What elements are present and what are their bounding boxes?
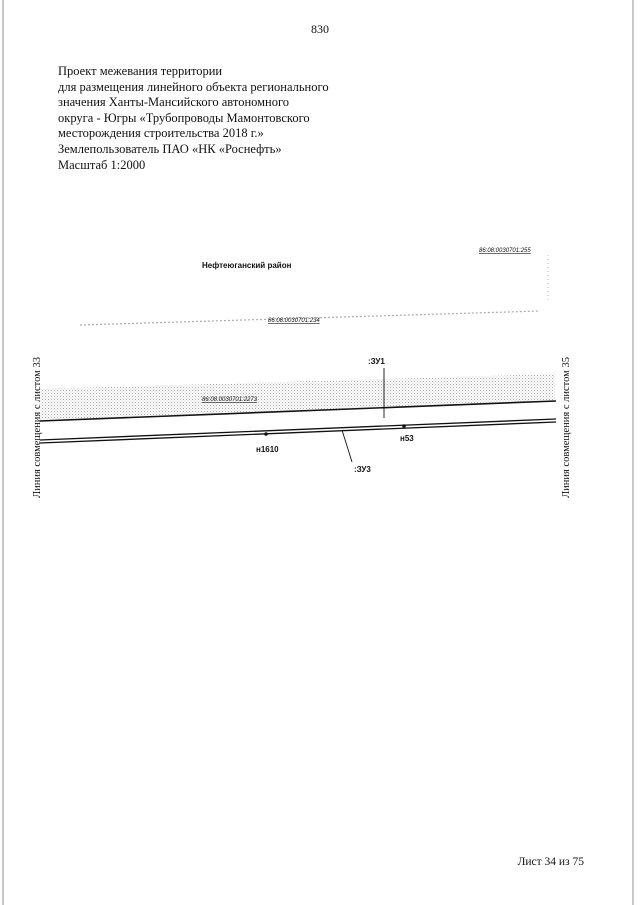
pipeline-line-1 <box>40 419 556 440</box>
scale-line: Масштаб 1:2000 <box>58 157 146 172</box>
pipeline-line-2 <box>40 422 556 443</box>
page-number: 830 <box>311 22 329 36</box>
parcel-label-255: 86:08:0030701:255 <box>479 248 531 254</box>
point-label-n53: н53 <box>400 434 414 443</box>
left-match-line-label: Линия совмещения с листом 33 <box>32 357 43 498</box>
zone-label-zu3: :ЗУ3 <box>354 465 371 474</box>
header-line: округа - Югры «Трубопроводы Мамонтовского <box>58 110 310 125</box>
header-line: значения Ханты-Мансийского автономного <box>58 95 290 110</box>
zu3-leader-line <box>342 430 352 462</box>
header-line: Землепользователь ПАО «НК «Роснефть» <box>58 141 282 156</box>
point-marker-n1610 <box>264 432 268 436</box>
point-label-n1610: н1610 <box>256 445 279 454</box>
parcel-hatch-area <box>40 374 555 420</box>
parcel-label-234: 86:08:0030701:234 <box>268 318 320 324</box>
parcel-label-2273: 86:08:0030701:2273 <box>202 397 258 403</box>
zone-label-zu1: :ЗУ1 <box>368 357 385 366</box>
district-label: Нефтеюганский район <box>202 261 292 270</box>
header-line: Проект межевания территории <box>58 64 223 78</box>
right-match-line-label: Линия совмещения с листом 35 <box>561 357 572 498</box>
header-line: месторождения строительства 2018 г.» <box>58 126 264 141</box>
sheet-number: Лист 34 из 75 <box>517 856 584 868</box>
point-marker-n53 <box>402 424 406 428</box>
header-line: для размещения линейного объекта регионального <box>58 79 329 94</box>
